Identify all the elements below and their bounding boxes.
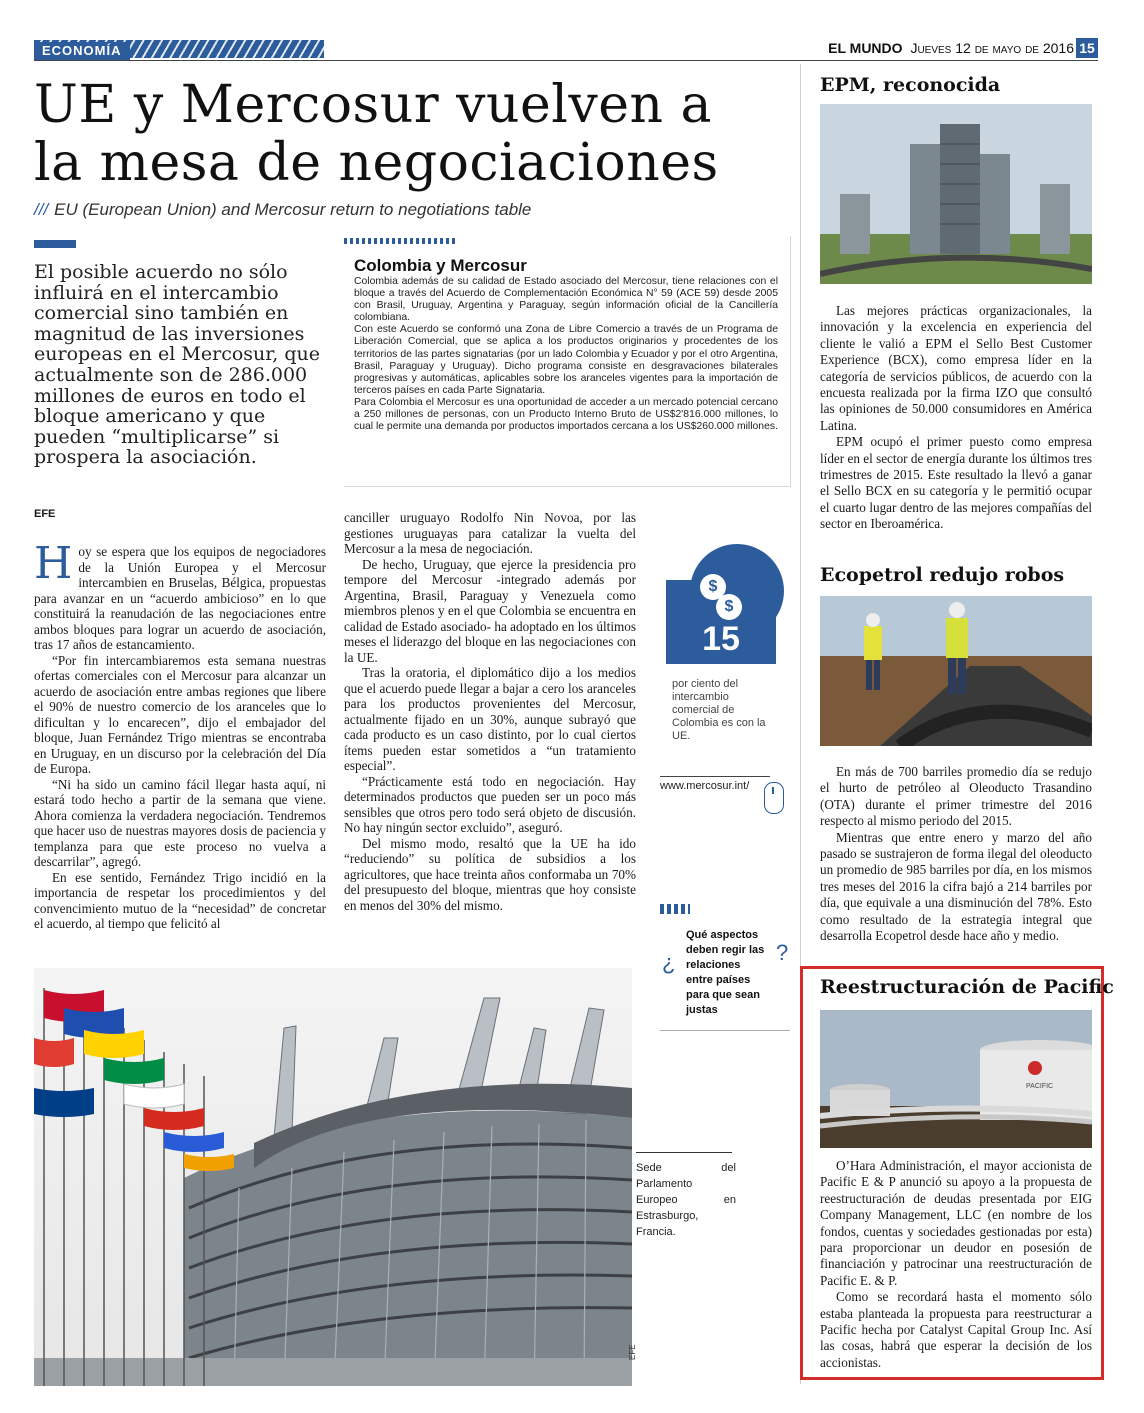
page-number: 15 <box>1076 38 1098 58</box>
ecopetrol-paragraph: En más de 700 barriles promedio día se redujo el hurto de petróleo al Oleoducto Trasandino (OTA) durante el primer trimestre del 2016 respecto al mismo periodo del 2015. <box>820 764 1092 829</box>
accent-bar <box>34 240 76 248</box>
tank-label: PACIFIC <box>1026 1083 1054 1090</box>
box-title: Colombia y Mercosur <box>354 256 527 275</box>
article-column-2 <box>344 510 636 913</box>
pacific-logo-icon <box>1028 1061 1042 1075</box>
photo-caption: Sede del Parlamento Europeo en Estrasburgo, Francia. <box>636 1162 736 1238</box>
article-paragraph: Del mismo modo, resaltó que la UE ha ido “reduciendo” su política de subsidios a los agricultores, que hace treinta años conformaba un 70% del presupuesto del bloque, mientras que hoy consiste en menos del 30% del mismo. <box>344 835 636 913</box>
headline-line-2: la mesa de negociaciones <box>34 133 719 193</box>
headline-line-1: UE y Mercosur vuelven a <box>34 75 713 135</box>
dollar-coin-icon: $ <box>716 594 742 620</box>
dollar-coin-icon: $ <box>700 574 726 600</box>
mercosur-link[interactable]: www.mercosur.int/ <box>660 780 750 792</box>
box-paragraph: Para Colombia el Mercosur es una oportunidad de acceder a un mercado potencial cercano a 250 millones de personas, con un Producto Interno Bruto de US$2'816.000 millones, lo cual le permite una demanda por productos importados cercana a los US$260.000 millones. <box>354 396 778 433</box>
epm-title: EPM, reconocida <box>820 74 1001 96</box>
dek: El posible acuerdo no sólo influirá en el intercambio comercial sino también en magnitud de las inversiones europeas en el Mercosur, que actualmente son de 286.000 millones de euros en todo el bloque americano y que pueden “multiplicarse” si prospera la asociación. <box>34 261 320 469</box>
caption-rule <box>636 1152 732 1153</box>
article-paragraph: “Prácticamente está todo en negociación. Hay determinados productos que pueden ser un poco más sensibles que otros pero todo será objeto de discusión. No hay ningún sector excluido”, aseguró. <box>344 773 636 835</box>
ecopetrol-text <box>820 764 1092 944</box>
section-tag <box>34 40 324 58</box>
photo-credit: EFE <box>628 1344 637 1360</box>
article-paragraph: En ese sentido, Fernández Trigo incidió en la importancia de respetar los procedimientos y del convencimiento mutuo de la “necesidad” de concretar el acuerdo, al tiempo que felicitó al <box>34 869 326 931</box>
ecopetrol-title: Ecopetrol redujo robos <box>820 564 1065 586</box>
issue-date: Jueves 12 de mayo de 2016 <box>910 40 1074 56</box>
headline <box>34 76 794 192</box>
pacific-text <box>820 1158 1092 1371</box>
epm-building-photo <box>820 104 1092 284</box>
box-paragraph: Colombia además de su calidad de Estado asociado del Mercosur, tiene relaciones con el bloque a través del Acuerdo de Complementación Económica N° 59 (ACE 59) desde 2005 con Brasil, Uruguay, Argentina y Paraguay, según información oficial de la Cancillería colombiana. <box>354 276 778 324</box>
epm-text <box>820 303 1092 533</box>
ecopetrol-paragraph: Mientras que entre enero y marzo del año pasado se sustrajeron de forma ilegal del oleoducto un promedio de 985 barriles por día, en los mismos tres meses del 2016 la cifra bajó a 214 barriles por día, que equivale a una disminución del 78%. Esto como resultado de la estrategia integral que desarrolla Ecopetrol desde hace año y medio. <box>820 829 1092 944</box>
mouse-icon <box>764 782 784 814</box>
subhead-text: EU (European Union) and Mercosur return to negotiations table <box>54 200 532 219</box>
mini-bars <box>660 904 690 914</box>
question-text: Qué aspectos deben regir las relaciones entre países para que sean justas <box>686 929 765 1016</box>
paper-name: EL MUNDO <box>828 40 903 56</box>
url-rule <box>660 776 770 777</box>
box-body <box>354 276 778 433</box>
question-open-mark: ¿ <box>662 950 676 975</box>
section-label: ECONOMÍA <box>34 42 130 60</box>
question-close-mark: ? <box>776 940 789 965</box>
pacific-paragraph: O’Hara Administración, el mayor accionista de Pacific E & P anunció su apoyo a la propuesta de reestructuración de deudas presentada por EIG Company Management, LLC (en nombre de los fondos, cuentas y sociedades gestionadas por esta) para proporcionar un deudor en posesión de financiación y patrocinar una reestructuración de Pacific E. & P. <box>820 1158 1092 1288</box>
article-paragraph: Hoy se espera que los equipos de negociadores de la Unión Europea y el Mercosur intercambien en Bruselas, Bélgica, propuestas para avanzar en un “acuerdo ambicioso” en lo que constituirá la reanudación de las negociaciones entre ambos bloques para lograr un acuerdo de asociación, tras 17 años de estancamiento. <box>34 538 326 652</box>
header-rule <box>34 60 1098 61</box>
subheadline <box>34 200 794 220</box>
pacific-tanks-photo <box>820 1010 1092 1148</box>
pacific-title: Reestructuración de Pacific <box>820 976 1114 998</box>
subhead-slashes: /// <box>34 200 49 219</box>
article-column-1 <box>34 538 326 932</box>
stat-number: 15 <box>702 620 740 658</box>
masthead <box>828 40 1074 56</box>
box-paragraph: Con este Acuerdo se conformó una Zona de Libre Comercio a través de un Programa de Liberación Comercial, que se aplica a los productos originarios y procedentes de los territorios de las partes signatarias (por un lado Colombia y Ecuador y por el otro Argentina, Brasil, Paraguay y Uruguay). Dicho programa consiste en desgravaciones bilaterales progresivas y automáticas, aplicables sobre los aranceles vigentes para la importación de terceros países en cada Parte Signataria. <box>354 324 778 396</box>
parliament-photo <box>34 968 632 1386</box>
pacific-paragraph: Como se recordará hasta el momento sólo estaba planteada la propuesta para reestructurar a Pacific hecha por Catalyst Capital Group Inc. Así las cosas, habrá que esperar la decisión de los accionistas. <box>820 1289 1092 1370</box>
box-stripe <box>344 238 456 244</box>
article-paragraph: “Ni ha sido un camino fácil llegar hasta aquí, ni estará todo hecho a partir de la semana que viene. Ahora comienza la verdadera negociación. Tendremos que hacer uso de nuestras mayores dosis de paciencia y templanza para que este proceso no vuelva a descarrilar”, agregó. <box>34 776 326 869</box>
epm-paragraph: Las mejores prácticas organizacionales, la innovación y la excelencia en experiencia del cliente le valió a EPM el Sello Best Customer Experience (BCX), como empresa líder en la categoría de servicios públicos, de acuerdo con la encuesta realizada por la firma IZO que consultó las opiniones de 50.000 consumidores en América Latina. <box>820 303 1092 433</box>
stat-caption: por ciento del intercambio comercial de Colombia es con la UE. <box>672 678 766 742</box>
article-paragraph: “Por fin intercambiaremos esta semana nuestras ofertas comerciales con el Mercosur para alcanzar un acuerdo de asociación entre ambas regiones que libere el 90% de nuestro comercio de los aranceles que lo dificultan y lo encarecen”, dijo el embajador del bloque, Juan Fernández Trigo mientras se encontraba en Uruguay, en un discurso por la celebración del Día de Europa. <box>34 652 326 776</box>
byline: EFE <box>34 508 56 520</box>
article-paragraph: canciller uruguayo Rodolfo Nin Novoa, por las gestiones uruguayas para catalizar la vuelta del Mercosur a la mesa de negociación. <box>344 510 636 556</box>
article-paragraph: Tras la oratoria, el diplomático dijo a los medios que el acuerdo puede llegar a bajar a cero los aranceles para los productos provenientes del Mercosur, actualmente fijado en un 30%, aunque subrayó que cada producto es un caso distinto, por lo cual ciertos ítems pueden estar sometidos a “un tratamiento especial”. <box>344 665 636 773</box>
epm-paragraph: EPM ocupó el primer puesto como empresa líder en el sector de energía durante los últimos tres trimestres de 2015. Este resultado la llevó a ganar el Sello BCX en su categoría y le permitió ocupar el cuarto lugar dentro de las mejores compañías del sector en Iberoamérica. <box>820 434 1092 532</box>
pipeline-workers-photo <box>820 596 1092 746</box>
dropcap: H <box>34 538 73 589</box>
article-paragraph: De hecho, Uruguay, que ejerce la presidencia pro tempore del Mercosur -integrado además por Argentina, Brasil, Paraguay y Venezuela como miembros plenos y en el que Colombia se encuentra en calidad de Estado asociado- ha adoptado en los últimos meses el liderazgo del bloque en las negociaciones con la UE. <box>344 556 636 665</box>
